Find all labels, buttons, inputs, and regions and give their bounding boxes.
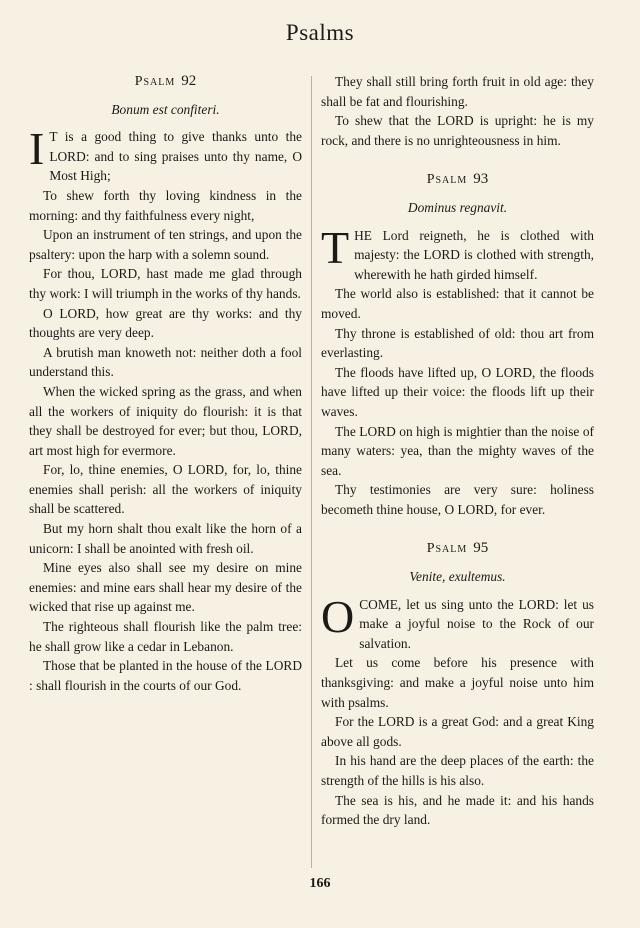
verse: To shew forth thy loving kindness in the morning: and thy faithfulness every night, bbox=[29, 187, 302, 223]
verse: Thy testimonies are very sure: holiness becometh thine house, O LORD, for ever. bbox=[321, 482, 594, 517]
verse: O LORD, how great are thy works: and thy thoughts are very deep. bbox=[29, 305, 302, 341]
drop-cap: T bbox=[321, 221, 350, 273]
psalm-number: 93 bbox=[473, 171, 489, 188]
psalm-93-latin-title: Dominus regnavit. bbox=[407, 199, 508, 215]
verse: In his hand are the deep places of the earth: the strength of the hills is his also. bbox=[321, 753, 594, 788]
column-divider bbox=[311, 76, 312, 868]
psalm-92-heading bbox=[29, 72, 302, 92]
drop-cap: O bbox=[321, 590, 355, 642]
psalm-number: 95 bbox=[473, 540, 489, 557]
verse: Let us come before his presence with thanksgiving: and make a joyful noise unto him with psalms. bbox=[321, 655, 594, 710]
psalm-93-verse-1 bbox=[321, 221, 594, 285]
psalm-label: Psalm bbox=[426, 172, 468, 188]
verse: A brutish man knoweth not: neither doth a fool understand this. bbox=[29, 344, 302, 380]
verse-text: COME, let us sing unto the LORD: let us make a joyful noise to the Rock of our salvation. bbox=[359, 596, 594, 651]
page-number: 166 bbox=[309, 876, 331, 891]
verse: The sea is his, and he made it: and his hands formed the dry land. bbox=[321, 792, 594, 828]
verse: Upon an instrument of ten strings, and upon the psaltery: upon the harp with a solemn sound. bbox=[29, 227, 302, 262]
psalm-92-latin-title: Bonum est confiteri. bbox=[111, 101, 220, 117]
psalm-93-heading bbox=[321, 170, 594, 190]
verse: The LORD on high is mightier than the noise of many waters: yea, than the mighty waves of the sea. bbox=[321, 423, 594, 478]
psalm-92-verse-1 bbox=[29, 123, 302, 186]
verse: The righteous shall flourish like the palm tree: he shall grow like a cedar in Lebanon. bbox=[29, 619, 302, 654]
verse: But my horn shalt thou exalt like the horn of a unicorn: I shall be anointed with fresh oil. bbox=[29, 521, 302, 556]
psalm-label: Psalm bbox=[426, 541, 468, 557]
right-column bbox=[321, 72, 594, 830]
verse: Thy throne is established of old: thou art from everlasting. bbox=[321, 325, 594, 361]
left-column bbox=[29, 72, 302, 695]
verse: Mine eyes also shall see my desire on mine enemies: and mine ears shall hear my desire of the wicked that rise up against me. bbox=[29, 560, 302, 615]
verse: Those that be planted in the house of the LORD : shall flourish in the courts of our God. bbox=[29, 658, 302, 693]
verse-text: T is a good thing to give thanks unto the LORD: and to sing praises unto thy name, O Most High; bbox=[49, 129, 302, 184]
verse: When the wicked spring as the grass, and when all the workers of iniquity do flourish: it is that they shall be destroyed for ever; but thou, LORD, art most high for evermore. bbox=[29, 383, 302, 458]
verse: The floods have lifted up, O LORD, the floods have lifted up their voice: the floods lift up their waves. bbox=[321, 364, 594, 419]
page-title: Psalms bbox=[285, 20, 355, 45]
verse: For the LORD is a great God: and a great King above all gods. bbox=[321, 714, 594, 749]
psalm-number: 92 bbox=[181, 73, 197, 89]
verse: The world also is established: that it cannot be moved. bbox=[321, 286, 594, 321]
verse: For thou, LORD, hast made me glad through thy work: I will triumph in the works of thy hands. bbox=[29, 266, 302, 301]
verse: For, lo, thine enemies, O LORD, for, lo, thine enemies shall perish: all the workers of iniquity shall be scattered. bbox=[29, 462, 302, 517]
psalm-label: Psalm bbox=[134, 74, 176, 89]
verse-text: HE Lord reigneth, he is clothed with majesty: the LORD is clothed with strength, wherewith he hath girded himself. bbox=[354, 227, 594, 282]
verse: To shew that the LORD is upright: he is my rock, and there is no unrighteousness in him. bbox=[321, 113, 594, 148]
psalm-95-heading bbox=[321, 539, 594, 559]
drop-cap: I bbox=[29, 123, 45, 175]
verse: They shall still bring forth fruit in old age: they shall be fat and flourishing. bbox=[321, 74, 594, 109]
psalm-95-latin-title: Venite, exultemus. bbox=[409, 569, 506, 585]
psalm-95-verse-1 bbox=[321, 590, 594, 654]
